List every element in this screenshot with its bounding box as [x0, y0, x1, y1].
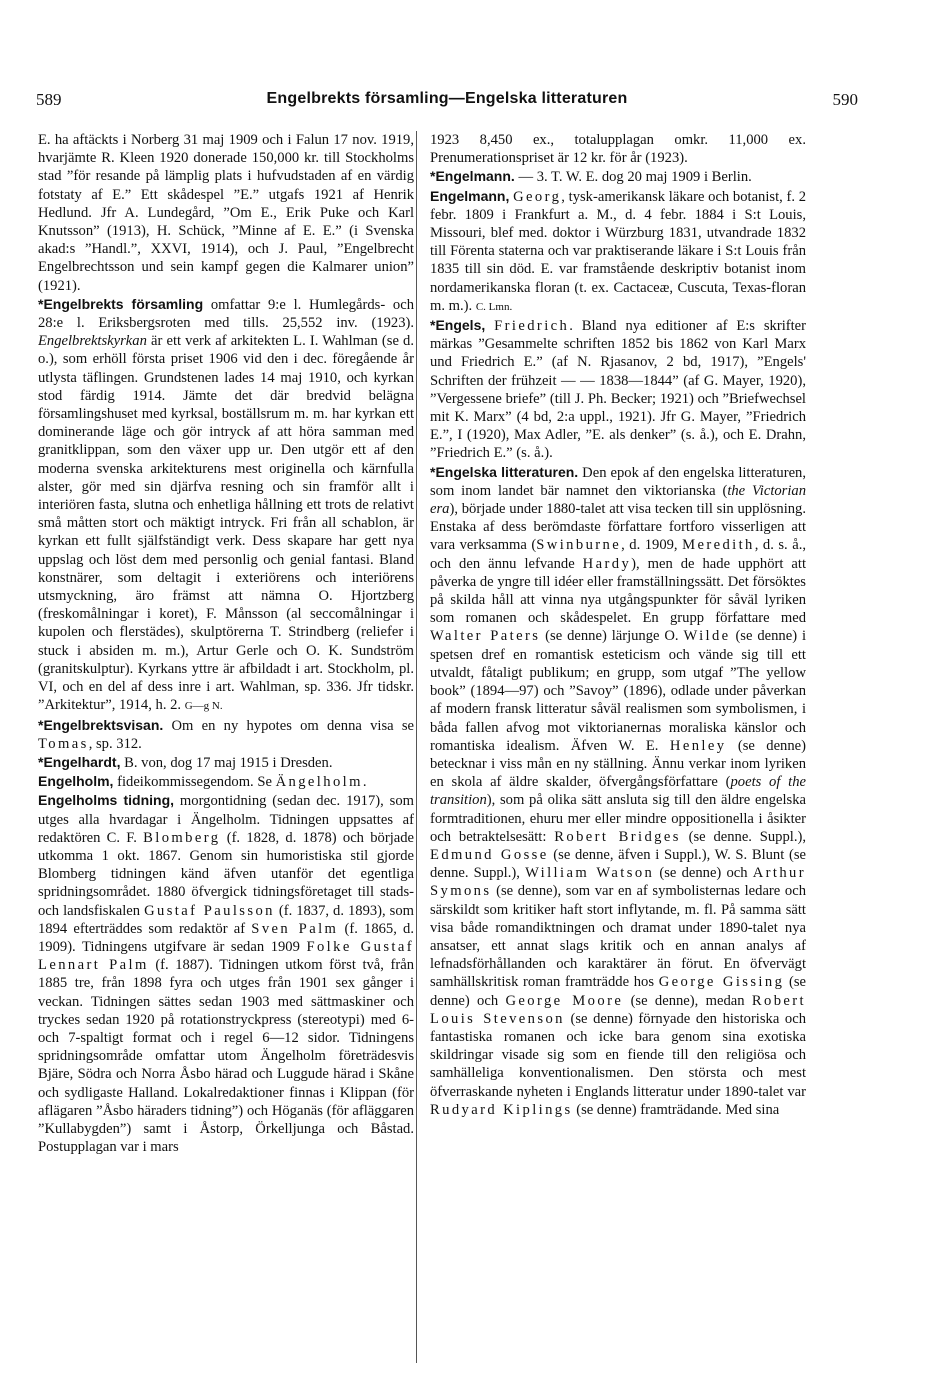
- entry-text: Om en ny hypotes om denna visa se: [163, 717, 414, 734]
- entry-text: (f. 1887). Tidningen utkom först två, från 1885 tre, från 1898 fyra och utges från 1901 sex gånger i veckan. Tidningen sättes sedan 1903 med sättmaskiner och tryckes sedan 1920 på rotationstryckpress (stereotypi) med 6- och 7-spaltigt format och i regel 6—12 sidor. Tidningens spridningsområde omfattar utom Ängelholm företrädesvis Bjäre, Södra och Norra Åsbo härad och Luggude härad i Skåne och sydligaste Halland. Lokalredaktioner finnas i Klippan (för aflägaren ”Åsbo häraders tidning”) och Höganäs (för afläggaren ”Kullabygden”) samt i Åstorp, Örkelljunga och Båstad. Postupplagan var i mars: [38, 957, 414, 1156]
- spaced-name: Folke Gustaf Lennart Palm: [38, 938, 414, 974]
- spaced-name: William Watson: [525, 865, 655, 882]
- spaced-name: Meredith: [682, 537, 755, 554]
- entry-text: E. ha aftäckts i Norberg 31 maj 1909 och i Falun 17 nov. 1919, hvarjämte R. Kleen 1920 donerade 150,000 kr. till Stockholms stad ”för resande på lämplig plats i hufvudstaden af en värdig fotstaty af E.” Ett skådespel ”E.” utgafs 1921 af Henrik Hedlund. Jfr A. Lundegård, ”Om E., Erik Puke och Karl Knutsson” (1913), H. Schück, ”Minne af E. E.” (i Svenska akad:s ”Handl.”, XXVI, 1914), och J. Paul, ”Engelbrecht Engelbrechtsson und sein kampf gegen die Kalmarer union” (1921).: [38, 132, 414, 294]
- right-column: [430, 131, 806, 1366]
- spaced-name: George Gissing: [658, 974, 785, 991]
- cross-reference: Ängelholm: [275, 774, 363, 791]
- entry-engelmann-1: [430, 167, 806, 186]
- headword: *Engelmann.: [430, 168, 515, 185]
- headword: Engelholm,: [38, 773, 114, 790]
- entry-text: (se denne. Suppl.),: [680, 828, 806, 845]
- spaced-name: Edmund Gosse: [430, 846, 549, 863]
- headword: *Engelhardt,: [38, 753, 121, 770]
- page-number-right: 590: [832, 90, 858, 109]
- spaced-name: Robert Louis Stevenson: [430, 992, 806, 1027]
- page-number-left: 589: [36, 90, 62, 109]
- entry-text: (f. 1865, d. 1909). Tidningens utgifvare är sedan 1909: [38, 920, 414, 955]
- spaced-name: Georg: [513, 188, 562, 205]
- entry-text: ), men de hade upphört att påverka de yngre till idéer eller framställningssätt. Det försöktes på skilda håll att vinna nya utgångspunkter för såväl lyriken som romanen och skådespelet. En grupp författare med: [430, 555, 806, 627]
- entry-text: (se denne) lärjunge O.: [540, 628, 684, 645]
- spaced-name: Walter Paters: [430, 628, 541, 645]
- spaced-name: Swinburne: [536, 537, 622, 554]
- author-signature: C. Lmn.: [475, 300, 513, 313]
- entry-text: B. von, dog 17 maj 1915 i Dresden.: [120, 754, 333, 771]
- spaced-name: Hardy: [582, 555, 632, 572]
- entry-text: — 3. T. W. E. dog 20 maj 1909 i Berlin.: [514, 169, 752, 186]
- entry-text: fideikommissegendom. Se: [113, 774, 276, 791]
- left-column: [38, 131, 414, 1366]
- entry-text: (se denne) och: [654, 865, 753, 882]
- page-header: [36, 90, 858, 114]
- entry-engelmann-georg: [430, 187, 806, 316]
- cross-reference: Tomas: [38, 735, 89, 752]
- entry-text: , tysk-amerikansk läkare och botanist, f. 2 febr. 1809 i Frankfurt a. M., d. 4 febr. 1884 i S:t Louis, Missouri, blef med. doktor i Würzburg 1831, utvandrade 1832 till Förenta staterna och var praktiserande läkare i S:t Louis från 1835 till sin död. E. var framstående deskriptiv botanist inom nordamerikanska floran (t. ex. Cactaceæ, Cuscuta, Texas-floran m. m.).: [430, 188, 806, 314]
- entry-text: (se denne) framträdande. Med sina: [572, 1101, 780, 1118]
- entry-text: 1923 8,450 ex., totalupplagan omkr. 11,000 ex. Prenumerationspriset är 12 kr. för år (1923).: [430, 132, 806, 167]
- entry-engelholms-tidning: [38, 791, 414, 1156]
- spaced-name: Henley: [669, 737, 727, 754]
- entry-engelholm: [38, 772, 414, 791]
- entry-text: Den epok af den engelska litteraturen, som inom landet bär namnet den viktorianska (: [430, 464, 806, 499]
- headword: *Engelbrekts församling: [38, 295, 204, 312]
- entry-text: , sp. 312.: [88, 735, 142, 752]
- headword: Engelmann,: [430, 187, 510, 204]
- entry-text: (se denne), medan: [623, 992, 752, 1009]
- entry-text: (se denne) förnyade den historiska och fantastiska romanen och icke bara genom sina exotiska skildringar visade sig som en fiende till den religiösa och samhälleliga konventionalismen. Den största och mest öfverraskande nyheten i Englands litteratur under 1890-talet var: [430, 1010, 806, 1100]
- entry-text: ), som på olika sätt ansluta sig till den äldre engelska formtraditionen, ehuru mer eller mindre oppositionella i åsikter och betraktelsesätt:: [430, 792, 806, 845]
- spaced-name: Rudyard Kiplings: [430, 1101, 573, 1118]
- author-signature: G—g N.: [184, 700, 223, 713]
- entry-italic: poets of the transition: [430, 774, 806, 809]
- entry-text: ), började under 1880-talet att visa tecken till sin upplösning. Enstaka af dess berömdaste författare fortforo visserligen att vara verksamma (: [430, 501, 806, 554]
- entry-text: är ett verk af arkitekten L. I. Wahlman (se d. o.), som erhöll första priset 1906 vid den i dec. föregående år utlysta täflingen. Grundstenen lades 14 maj 1910, och kyrkan stod färdig 1914. Jämte det där bredvid belägna församlingshuset med kyrksal, boställsrum m. m. har kyrkan ett dominerande läge och gör intryck af att höra samman med granitklippan, som den växer upp ur. Den utgör ett af den moderna svenska arkitekturens mest originella och kärnfulla alster, gör med sin djärfva resning och sin framför allt i interiören fasta, slutna och enhetliga hållning ett trots de relativt små måtten stort och mäktigt intryck. Fri från all schablon, är kyrkan ett fullt själfständigt verk. Dess skapare har gett nya uppslag och löst dem med personlig och genial fantasi. Bland konstnärer, som deltagit i exteriörens och interiörens utsmyckning, äro främst att nämna O. Hjortzberg (freskomålningar i koret), F. Månsson (al seccomålningar i kupolen och flerstädes), skulptörerna T. Strindberg (reliefer i stuck i absiden m. m.), Artur Gerle och O. K. Sundström (granitskulptur). Kyrkans yttre är afbildadt i art. Stockholm, pl. VI, och en del af dess inre i art. Wahlman, sp. 336. Jfr tidskr. ”Arkitektur”, 1914, h. 2.: [38, 333, 414, 714]
- headword: Engelholms tidning,: [38, 792, 175, 809]
- entry-text: (se denne, äfven i Suppl.), W. S. Blunt (se denne. Suppl.),: [430, 846, 806, 882]
- spaced-name: Robert Bridges: [554, 828, 681, 845]
- entry-engelska-litteraturen: [430, 463, 806, 1119]
- spaced-name: Blomberg: [143, 829, 221, 846]
- spaced-name: Friedrich: [494, 318, 570, 335]
- spaced-name: Gustaf Paulsson: [144, 902, 275, 919]
- entry-text: . Bland nya editioner af E:s skrifter märkas ”Gesammelte schriften 1852 bis 1862 von Karl Marx und Friedrich E.” (af N. Rjasanov, 2 bd, 1917), ”Engels' Schriften der frühzeit — — 1838—1844” (af G. Mayer, 1920), ”Vergessene briefe” (till J. Ph. Becker; 1921) och ”Briefwechsel mit K. Marx” (4 bd, 2:a uppl., 1921). Jfr G. Mayer, ”Friedrich E.”, I (1920), Max Adler, ”E. als denker” (s. å.), och E. Drahn, ”Friedrich E.” (s. å.).: [430, 318, 806, 462]
- entry-engels: [430, 316, 806, 463]
- running-title: Engelbrekts församling—Engelska litteraturen: [266, 90, 628, 107]
- entry-text: morgontidning (sedan dec. 1917), som utges alla hvardagar i Ängelholm. Tidningen uppsattes af redaktören C. F.: [38, 793, 414, 846]
- entry-engelbrektsvisan: [38, 716, 414, 753]
- entry-text: , d. 1909,: [621, 537, 683, 554]
- entry-text: (f. 1837, d. 1893), som 1894 efterträddes som redaktör af: [38, 902, 414, 937]
- entry-text: (se denne) i spetsen dref en romantisk esteticism och vände sig till ett utvaldt, fåtaligt publikum; en grupp, som utgaf ”The yellow book” (1894—97) och ”Savoy” (1896), odlade under påverkan af modern fransk litteratur såväl realismen som symbolismen, i båda fallen afvog mot viktorianernas moraliska känslor och romantiska idealism. Äfven W. E.: [430, 628, 806, 754]
- spaced-name: Arthur Symons: [430, 865, 806, 900]
- entry-text: (se denne) och: [430, 974, 806, 1009]
- spaced-name: Sven Palm: [251, 920, 339, 937]
- entry-italic: Engelbrektskyrkan: [38, 333, 147, 350]
- spaced-name: George Moore: [505, 992, 624, 1009]
- entry-text: .: [362, 774, 367, 791]
- entry-text: , d. s. å., och den ännu lefvande: [430, 537, 806, 572]
- entry-engelhardt: [38, 753, 414, 772]
- headword: *Engelska litteraturen.: [430, 463, 579, 480]
- entry-italic: the Victorian era: [430, 482, 806, 518]
- column-divider: [416, 131, 417, 1363]
- entry-text: (f. 1828, d. 1878) och började utkomma 1 okt. 1867. Genom sin humoristiska stil gjorde Blomberg tidningen känd äfven utanför det egentliga spridningsområdet. 1880 öfvergick tidningsföretaget till stads- och landsfiskalen: [38, 829, 414, 919]
- entry-engelholms-tidning-continued: [430, 131, 806, 167]
- entry-engelbrekt-continued: [38, 131, 414, 295]
- headword: *Engelbrektsvisan.: [38, 716, 164, 733]
- entry-engelbrekts-forsamling: [38, 295, 414, 716]
- spaced-name: Wilde: [683, 628, 731, 645]
- entry-text: omfattar 9:e l. Humlegårds- och 28:e l. Eriksbergsroten med tills. 25,552 inv. (1923).: [38, 296, 414, 332]
- headword: *Engels,: [430, 317, 486, 334]
- entry-text: (se denne), som var en af symbolisternas ledare och särskildt som kritiker haft stort inflytande, m. fl. På samma sätt visa både romandiktningen och dramat under 1890-talet nya ansatser, ett annat slags kritik och en annan analys af lefnadsförhållanden och karaktärer än förut. En öfvervägt samhällskritisk roman framträdde hos: [430, 883, 806, 991]
- entry-text: (se denne) betecknar i viss mån en ny ställning. Ännu verkar inom lyriken en skola af äldre skalder, öfvergångsförfattare (: [430, 737, 806, 791]
